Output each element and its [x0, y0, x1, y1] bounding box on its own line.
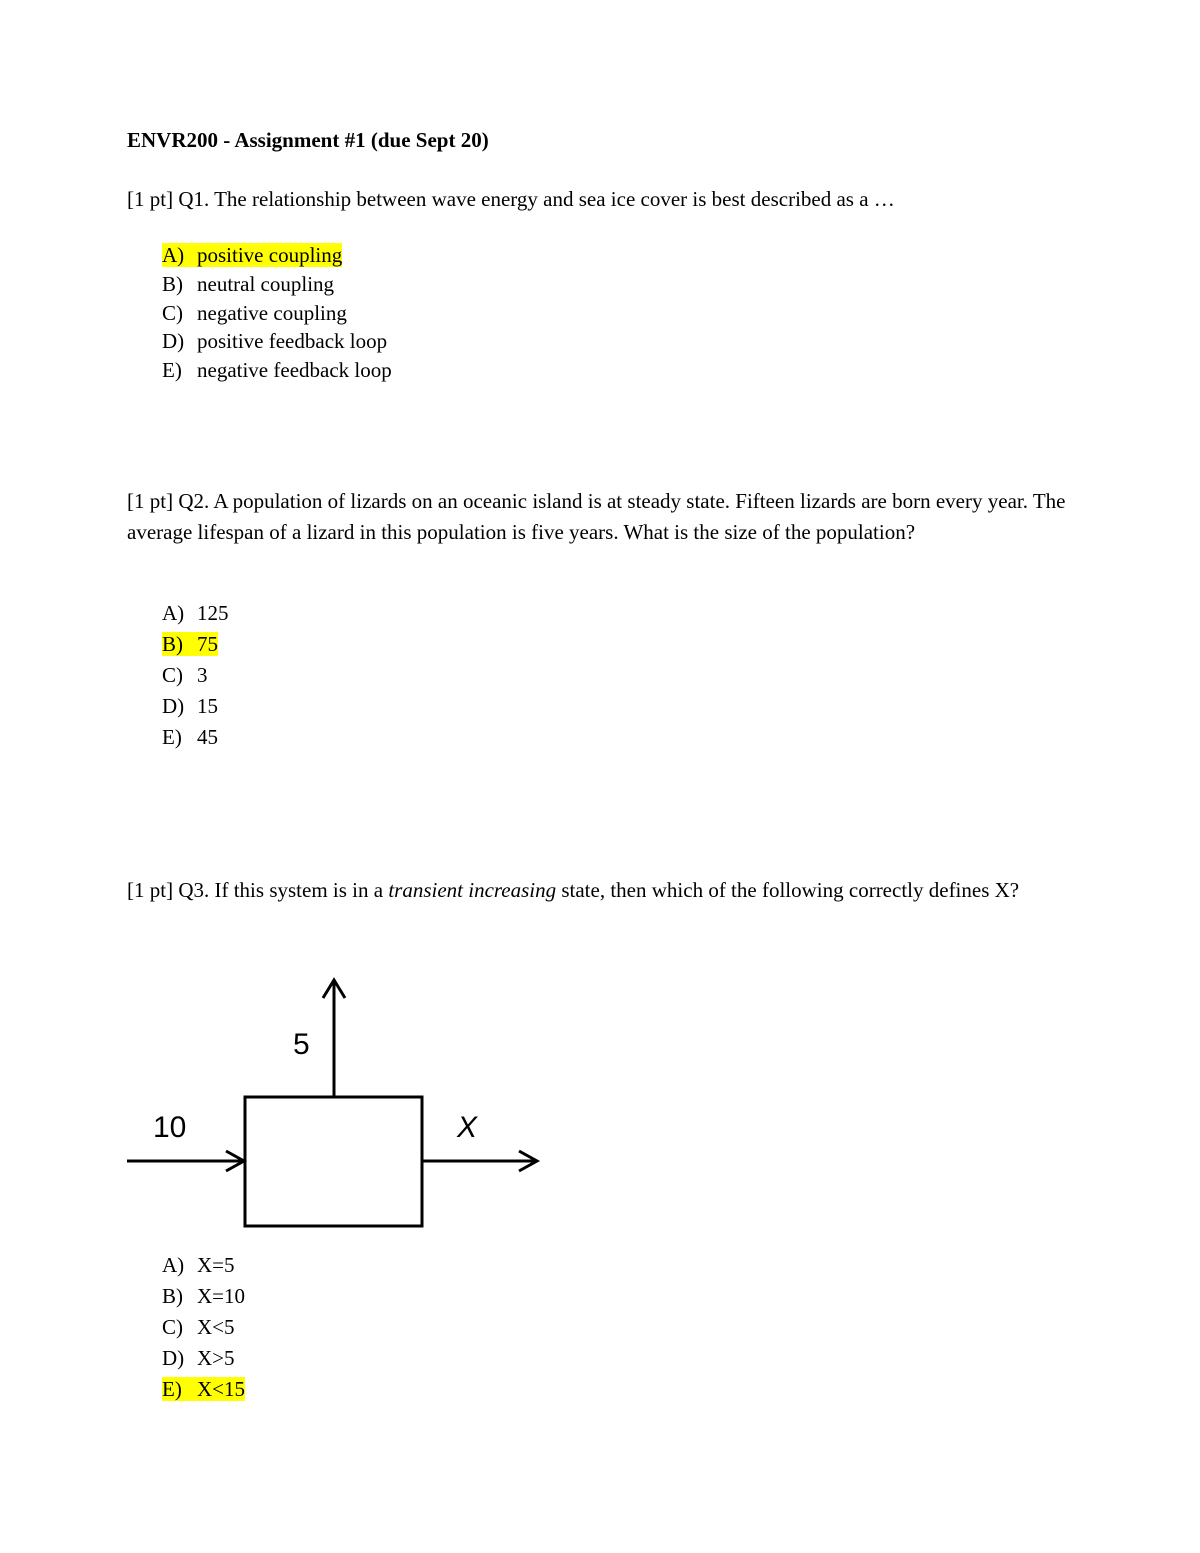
option-a-highlight: A) positive coupling — [162, 243, 343, 267]
question-1-option-c — [162, 299, 392, 328]
top-outflow-label: 5 — [293, 1028, 310, 1061]
option-b-highlight: B) X=10 — [162, 1284, 246, 1308]
question-3-emphasis: transient increasing — [388, 878, 557, 902]
option-a-highlight: A) 125 — [162, 601, 229, 625]
option-d-highlight: D) X>5 — [162, 1346, 235, 1370]
assignment-title: ENVR200 - Assignment #1 (due Sept 20) — [127, 128, 489, 152]
option-e-highlight: E) 45 — [162, 725, 218, 749]
option-b-highlight: B) 75 — [162, 632, 218, 656]
question-1-option-d — [162, 327, 392, 356]
right-outflow-label: X — [457, 1111, 478, 1144]
question-2-option-a — [162, 598, 229, 629]
question-3-options — [162, 1250, 245, 1405]
option-d-highlight: D) positive feedback loop — [162, 329, 388, 354]
question-2-option-d — [162, 691, 229, 722]
option-e-highlight: E) negative feedback loop — [162, 358, 392, 383]
question-1-option-e — [162, 356, 392, 385]
box-flow-diagram — [120, 965, 560, 1235]
question-3-option-a — [162, 1250, 245, 1281]
option-e-highlight: E) X<15 — [162, 1377, 246, 1401]
option-c-highlight: C) 3 — [162, 663, 208, 687]
option-d-highlight: D) 15 — [162, 694, 218, 718]
question-3-text: [1 pt] Q3. If this system is in a transient increasing state, then which of the following correctly defines X? — [127, 878, 1020, 902]
option-c-highlight: C) X<5 — [162, 1315, 235, 1339]
question-1-options — [162, 241, 392, 385]
question-3-option-c — [162, 1312, 245, 1343]
option-b-highlight: B) neutral coupling — [162, 271, 335, 296]
question-2-option-b — [162, 629, 229, 660]
inflow-label: 10 — [153, 1111, 187, 1144]
question-1-option-b — [162, 270, 392, 299]
option-a-highlight: A) X=5 — [162, 1253, 235, 1277]
question-2-option-c — [162, 660, 229, 691]
question-2-options — [162, 598, 229, 753]
question-3-option-e — [162, 1374, 245, 1405]
question-1-option-a — [162, 241, 392, 270]
option-c-highlight: C) negative coupling — [162, 300, 347, 325]
question-2-text: [1 pt] Q2. A population of lizards on an oceanic island is at steady state. Fifteen lizards are born every year. The average lifespan of a lizard in this population is five years. What is the size of the population? — [127, 489, 1066, 544]
question-1-text: [1 pt] Q1. The relationship between wave energy and sea ice cover is best described as a … — [127, 187, 895, 211]
question-2-option-e — [162, 722, 229, 753]
question-3-option-b — [162, 1281, 245, 1312]
question-3-option-d — [162, 1343, 245, 1374]
system-box — [245, 1097, 422, 1226]
